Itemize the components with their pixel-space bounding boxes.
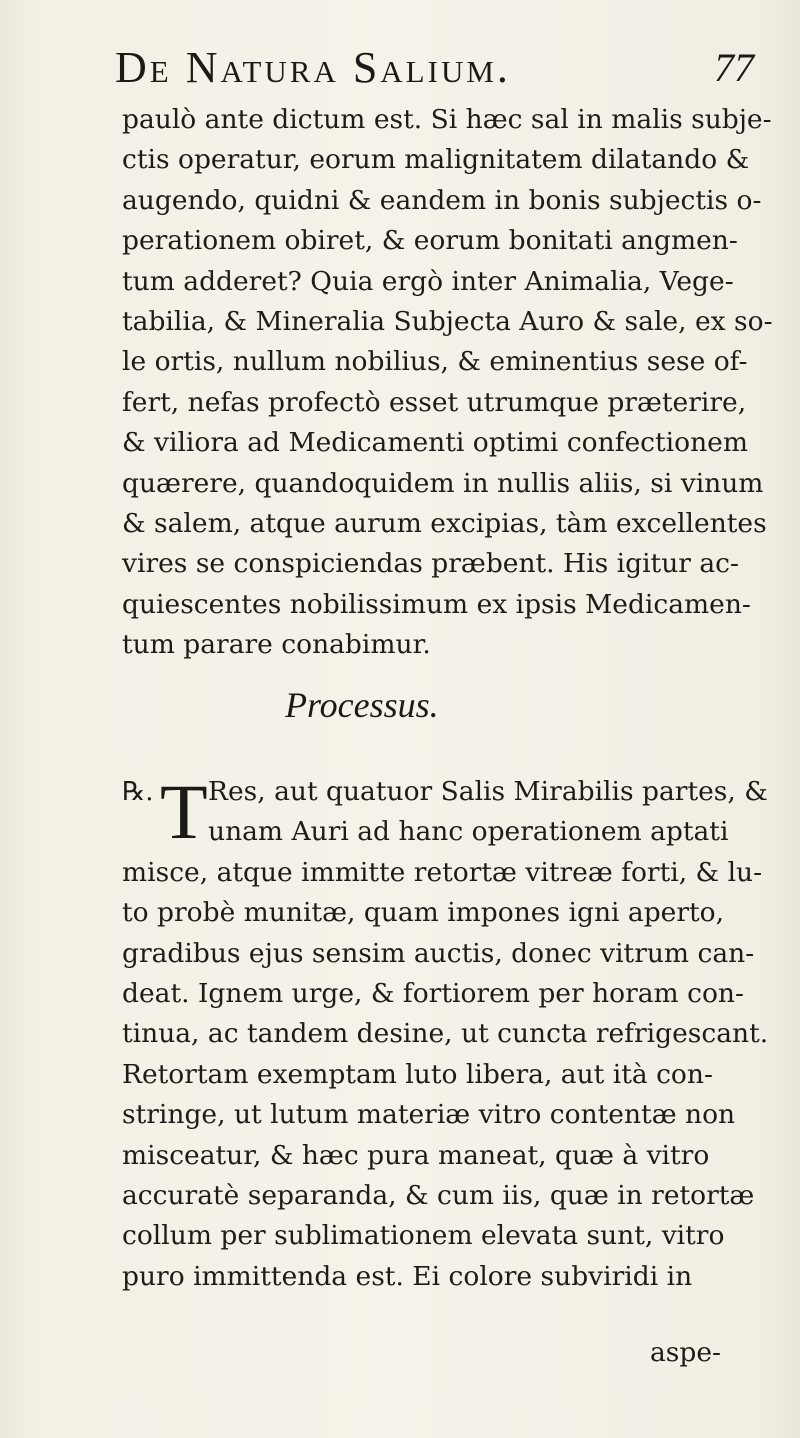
text-line: ctis operatur, eorum malignitatem dilatando & xyxy=(122,144,750,176)
text-line: vires se conspiciendas præbent. His igitur ac- xyxy=(122,548,739,580)
text-line: augendo, quidni & eandem in bonis subjectis o- xyxy=(122,184,762,216)
text-line: & salem, atque aurum excipias, tàm excellentes xyxy=(122,507,767,539)
text-line: tum parare conabimur. xyxy=(122,629,431,661)
text-line: puro immittenda est. Ei colore subviridi in xyxy=(122,1260,693,1292)
text-line: accuratè separanda, & cum iis, quæ in retortæ xyxy=(122,1179,755,1211)
text-line: Retortam exemptam luto libera, aut ità con- xyxy=(122,1058,713,1090)
text-line: tinua, ac tandem desine, ut cuncta refrigescant. xyxy=(122,1018,769,1050)
procedure-paragraph xyxy=(122,768,769,1297)
body-paragraph xyxy=(122,100,773,665)
text-line: fert, nefas profectò esset utrumque præterire, xyxy=(122,386,747,418)
text-line: le ortis, nullum nobilius, & eminentius sese of- xyxy=(122,346,748,378)
text-line: collum per sublimationem elevata sunt, vitro xyxy=(122,1220,725,1252)
text-line: deat. Ignem urge, & fortiorem per horam con- xyxy=(122,977,744,1009)
text-line: tum adderet? Quia ergò inter Animalia, Vege- xyxy=(122,265,734,297)
text-line: & viliora ad Medicamenti optimi confectionem xyxy=(122,427,748,459)
catchword: aspe- xyxy=(650,1337,721,1368)
text-line: quiescentes nobilissimum ex ipsis Medicamen- xyxy=(122,588,751,620)
text-line: gradibus ejus sensim auctis, donec vitrum can- xyxy=(122,937,755,969)
text-line: quærere, quandoquidem in nullis aliis, si vinum xyxy=(122,467,764,499)
page-number: 77 xyxy=(714,45,754,90)
drop-cap: T xyxy=(160,768,208,855)
running-title: De Natura Salium. xyxy=(115,43,511,92)
recipe-mark: ℞. xyxy=(122,777,154,807)
text-line: perationem obiret, & eorum bonitati angmen- xyxy=(122,225,738,257)
page-header xyxy=(0,40,800,100)
text-line: misce, atque immitte retortæ vitreæ forti, & lu- xyxy=(122,856,763,888)
text-line: to probè munitæ, quam impones igni aperto, xyxy=(122,897,725,929)
text-line: Res, aut quatuor Salis Mirabilis partes, & xyxy=(208,776,768,807)
text-line: unam Auri ad hanc operationem aptati xyxy=(208,816,729,848)
text-line: paulò ante dictum est. Si hæc sal in malis subje- xyxy=(122,104,772,135)
text-line: stringe, ut lutum materiæ vitro contentæ non xyxy=(122,1099,736,1131)
text-line: misceatur, & hæc pura maneat, quæ à vitro xyxy=(122,1139,710,1171)
section-heading: Processus. xyxy=(285,685,439,725)
text-line: tabilia, & Mineralia Subjecta Auro & sale, ex so- xyxy=(122,305,773,337)
